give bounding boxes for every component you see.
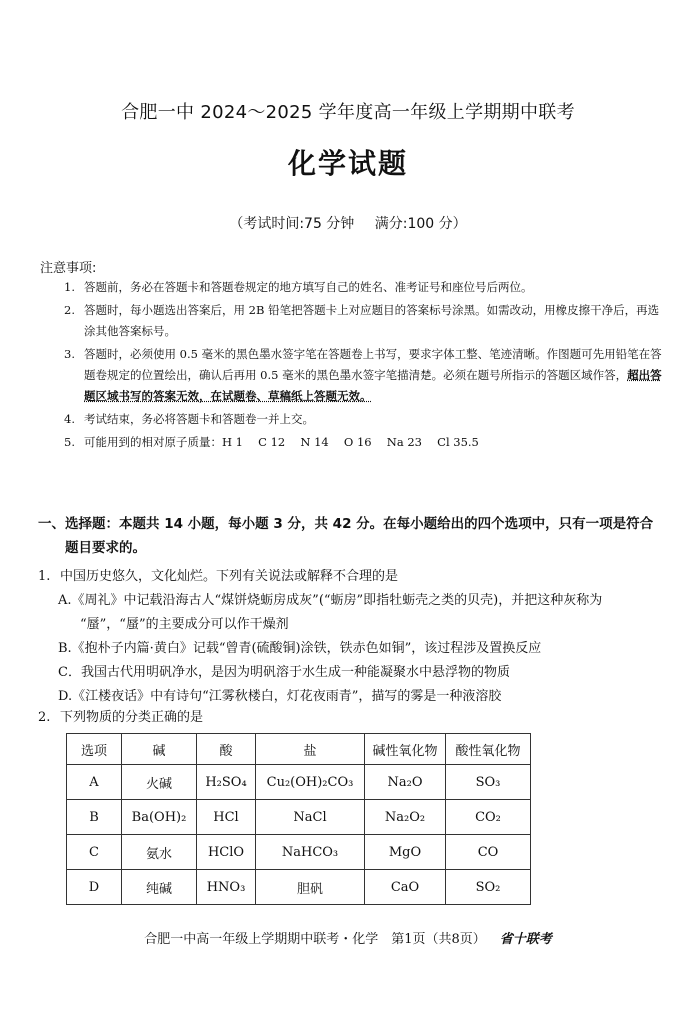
question-text: 下列物质的分类正确的是 [60,710,204,725]
table-cell: Cu₂(OH)₂CO₃ [256,765,365,800]
table-cell: A [67,765,122,800]
table-cell: CaO [365,870,446,905]
header-cell: 盐 [256,734,365,765]
table-cell: 纯碱 [122,870,197,905]
table-cell: Na₂O [365,765,446,800]
note-text: 考试结束，务必将答题卡和答题卷一并上交。 [84,412,314,426]
question-1-options [58,589,658,709]
section-line: 题目要求的。 [65,540,146,556]
notes-heading: 注意事项: [40,261,97,276]
note-text: 答题前，务必在答题卡和答题卷规定的地方填写自己的姓名、准考证号和座位号后两位。 [84,280,533,294]
exam-info [0,213,696,233]
table-cell: HClO [197,835,256,870]
table-cell: HNO₃ [197,870,256,905]
option-d: D.《江楼夜话》中有诗句“江雾秋楼白，灯花夜雨青”，描写的雾是一种液溶胶 [58,689,502,704]
table-cell: Na₂O₂ [365,800,446,835]
note-item [64,277,664,298]
table-cell: H₂SO₄ [197,765,256,800]
table-cell: 火碱 [122,765,197,800]
table-cell: MgO [365,835,446,870]
table-row [67,765,531,800]
table-cell: B [67,800,122,835]
table-cell: SO₂ [446,870,531,905]
note-number: 1. [64,280,75,294]
note-text: 答题时，每小题选出答案后，用 2B 铅笔把答题卡上对应题目的答案标号涂黑。如需改动，用橡皮擦干净后，再选涂其他答案标号。 [84,303,660,338]
table-cell: HCl [197,800,256,835]
exam-score: 满分:100 分） [374,216,467,232]
table-cell: NaHCO₃ [256,835,365,870]
header-cell: 酸 [197,734,256,765]
note-number: 2. [64,303,75,317]
classification-table [66,733,531,905]
table-cell: D [67,870,122,905]
note-number: 4. [64,412,75,426]
table-header-row [67,734,531,765]
table-cell: C [67,835,122,870]
question-number: 1. [38,569,51,584]
footer-brand: 省十联考 [499,932,552,947]
table-cell: CO₂ [446,800,531,835]
section-heading [38,512,660,560]
table-row [67,835,531,870]
note-text: 可能用到的相对原子质量：H 1 C 12 N 14 O 16 Na 23 Cl 35.5 [84,435,479,449]
subject-title: 化学试题 [287,147,408,180]
note-item [64,409,664,430]
header-cell: 碱性氧化物 [365,734,446,765]
table-row [67,870,531,905]
table-cell: 氨水 [122,835,197,870]
note-number: 3. [64,347,75,361]
header-cell: 碱 [122,734,197,765]
option-a: A.《周礼》中记载沿海古人“煤饼烧蛎房成灰”(“蛎房”即指牡蛎壳之类的贝壳)，并把这种灰称为 [58,593,603,608]
note-item [64,344,664,407]
header-cell: 酸性氧化物 [446,734,531,765]
exam-time: （考试时间:75 分钟 [229,216,355,232]
header-cell: 选项 [67,734,122,765]
question-text: 中国历史悠久，文化灿烂。下列有关说法或解释不合理的是 [60,569,399,584]
table-cell: Ba(OH)₂ [122,800,197,835]
note-item [64,432,664,453]
option-b: B.《抱朴子内篇·黄白》记载“曾青(硫酸铜)涂铁，铁赤色如铜”，该过程涉及置换反应 [58,641,542,656]
question-number: 2. [38,710,51,725]
table-cell: NaCl [256,800,365,835]
footer-text: 合肥一中高一年级上学期期中联考・化学 第1页（共8页） [144,932,486,947]
notes-list [64,277,664,455]
note-emphasis: 超出答题区域书写的答案无效，在试题卷、草稿纸上答题无效。 [84,368,662,403]
exam-title: 合肥一中 2024～2025 学年度高一年级上学期期中联考 [121,102,575,123]
question-1-stem [38,565,398,589]
table-cell: 胆矾 [256,870,365,905]
question-2-stem [38,706,203,730]
table-row [67,800,531,835]
note-item [64,300,664,342]
table-cell: SO₃ [446,765,531,800]
table-cell: CO [446,835,531,870]
option-a-continued: “蜃”，“蜃”的主要成分可以作干燥剂 [80,617,289,632]
page-footer [0,928,696,947]
section-line: 一、选择题：本题共 14 小题，每小题 3 分，共 42 分。在每小题给出的四个选项中，只有一项是符合 [38,516,654,532]
option-c: C．我国古代用明矾净水，是因为明矾溶于水生成一种能凝聚水中悬浮物的物质 [58,665,510,680]
note-text: 答题时，必须使用 0.5 毫米的黑色墨水签字笔在答题卷上书写，要求字体工整、笔迹清晰。作图题可先用铅笔在答题卷规定的位置绘出，确认后再用 0.5 毫米的黑色墨水签字笔描清楚。必须在题号所指示的答题区域作答， [84,347,662,382]
note-number: 5. [64,435,75,449]
